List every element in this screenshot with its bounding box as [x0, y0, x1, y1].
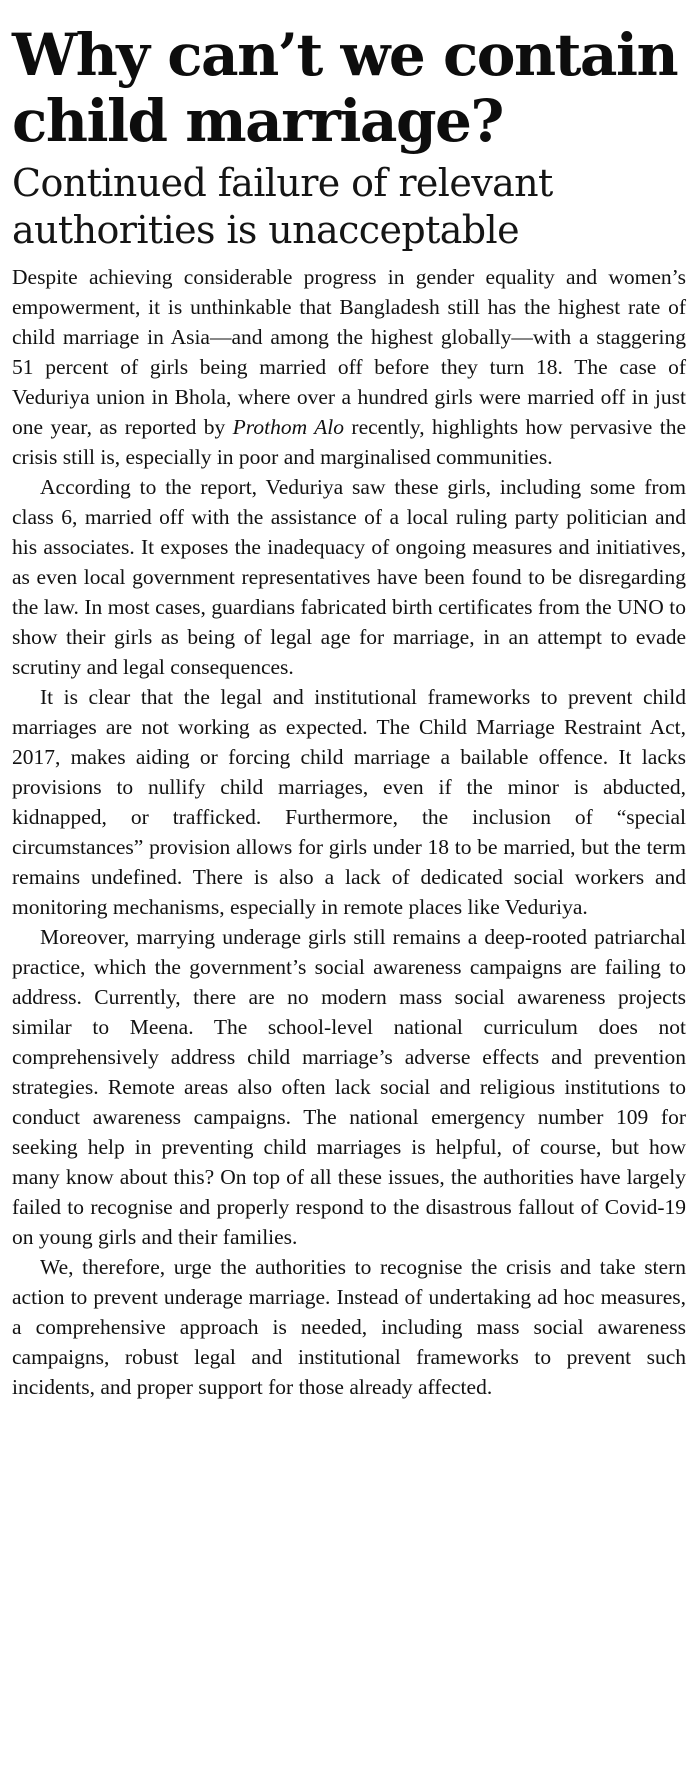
headline: Why can’t we contain child marriage? [12, 21, 678, 155]
article-body [12, 262, 686, 1402]
paragraph-3: It is clear that the legal and institutional frameworks to prevent child marriages are not working as expected. The Child Marriage Restraint Act, 2017, makes aiding or forcing child marriage a bailable offence. It lacks provisions to nullify child marriages, even if the minor is abducted, kidnapped, or trafficked. Furthermore, the inclusion of “special circumstances” provision allows for girls under 18 to be married, but the term remains undefined. There is also a lack of dedicated social workers and monitoring mechanisms, especially in remote places like Veduriya. [12, 685, 686, 919]
paragraph-1 [12, 262, 686, 472]
publication-name: Prothom Alo [232, 415, 345, 439]
paragraph-2: According to the report, Veduriya saw these girls, including some from class 6, married off with the assistance of a local ruling party politician and his associates. It exposes the inadequacy of ongoing measures and initiatives, as even local government representatives have been found to be disregarding the law. In most cases, guardians fabricated birth certificates from the UNO to show their girls as being of legal age for marriage, in an attempt to evade scrutiny and legal consequences. [12, 475, 686, 679]
paragraph-1-text-start: Despite achieving considerable progress in gender equality and women’s empowerment, it is unthinkable that Bangladesh still has the highest rate of child marriage in Asia—and among the highest globally—with a staggering 51 percent of girls being married off before they turn 18. The case of Veduriya union in Bhola, where over a hundred girls were married off in just one year, as reported by [12, 265, 686, 439]
paragraph-1-text-end: recently, highlights how pervasive the crisis still is, especially in poor and marginalised communities. [12, 415, 686, 469]
paragraph-5: We, therefore, urge the authorities to recognise the crisis and take stern action to prevent underage marriage. Instead of undertaking ad hoc measures, a comprehensive approach is needed, including mass social awareness campaigns, robust legal and institutional frameworks to prevent such incidents, and proper support for those already affected. [12, 1255, 686, 1399]
paragraph-4: Moreover, marrying underage girls still remains a deep-rooted patriarchal practice, which the government’s social awareness campaigns are failing to address. Currently, there are no modern mass social awareness projects similar to Meena. The school-level national curriculum does not comprehensively address child marriage’s adverse effects and prevention strategies. Remote areas also often lack social and religious institutions to conduct awareness campaigns. The national emergency number 109 for seeking help in preventing child marriages is helpful, of course, but how many know about this? On top of all these issues, the authorities have largely failed to recognise and properly respond to the disastrous fallout of Covid-19 on young girls and their families. [12, 925, 686, 1249]
subheadline: Continued failure of relevant authorities is unacceptable [12, 161, 553, 252]
